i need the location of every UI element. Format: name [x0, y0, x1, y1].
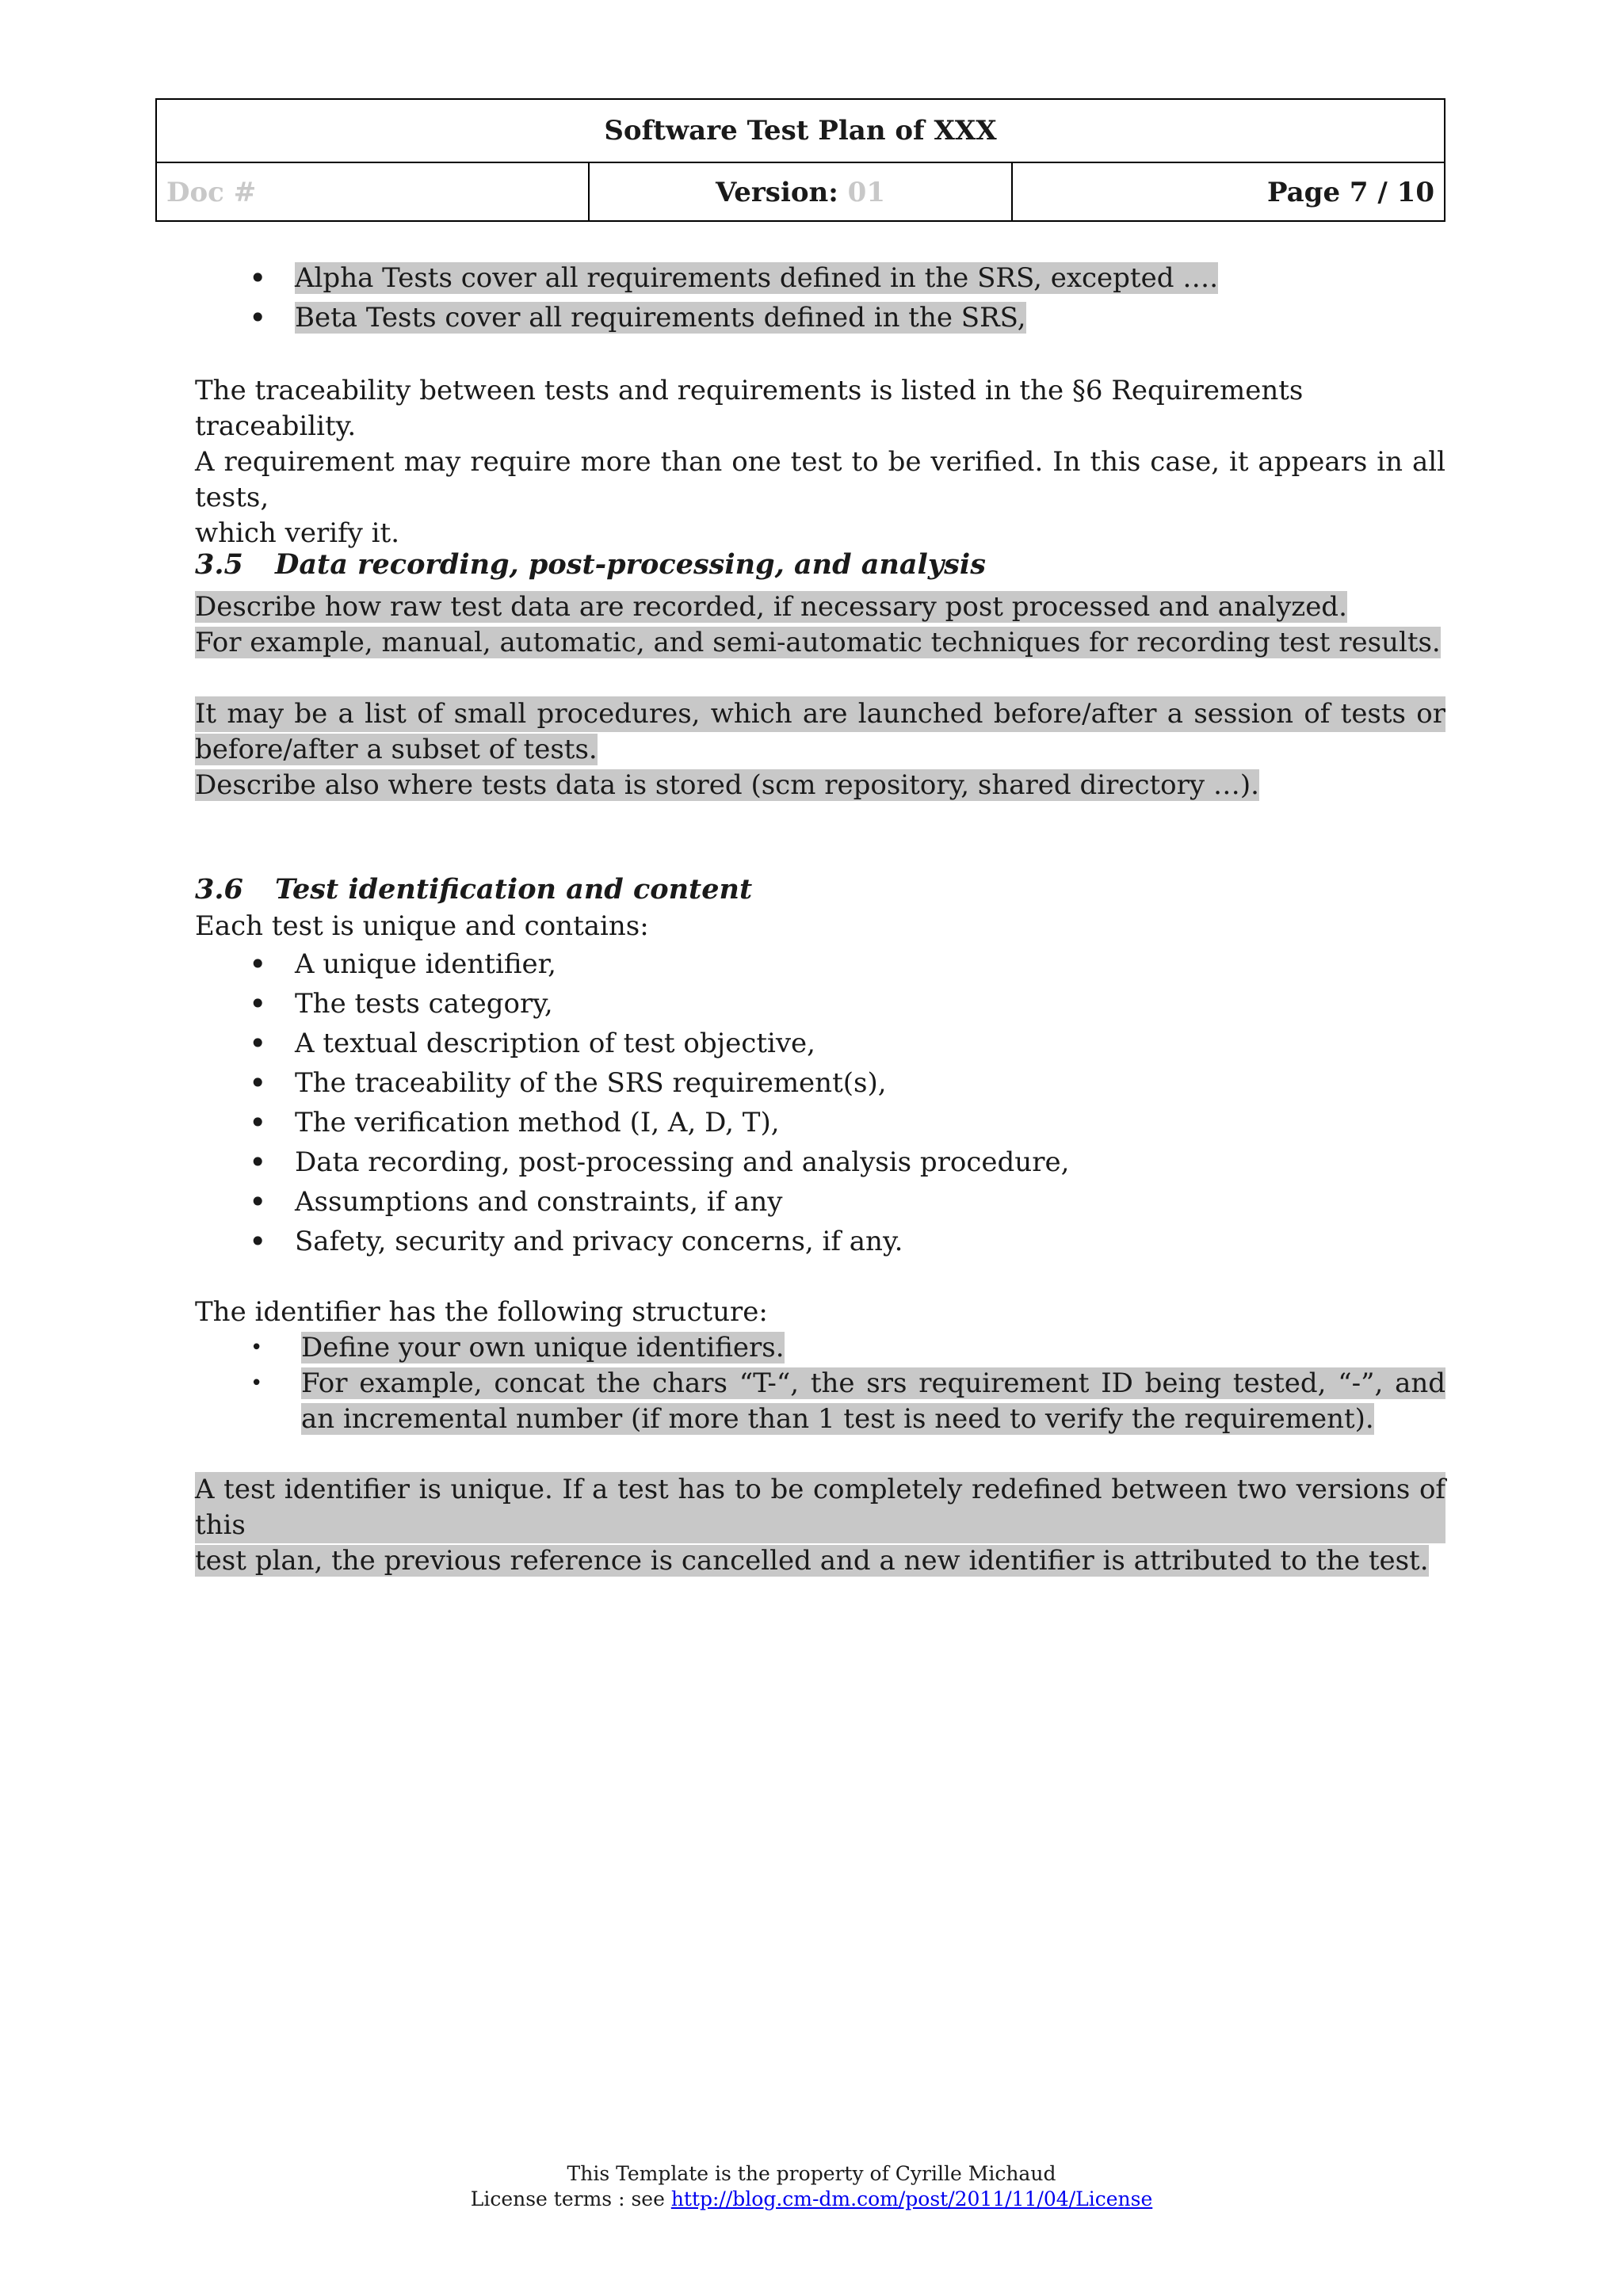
section-heading — [195, 547, 1445, 582]
list-item — [195, 298, 1445, 338]
list-item: • Safety, security and privacy concerns, if any. — [195, 1222, 1445, 1261]
page-footer — [0, 2161, 1623, 2212]
traceability-paragraph — [195, 373, 1445, 551]
list-item-text: Alpha Tests cover all requirements defined in the SRS, excepted …. — [295, 262, 1219, 294]
test-content-list — [195, 944, 1445, 1261]
list-item-text: Define your own unique identifiers. — [301, 1332, 785, 1363]
header-info-row — [157, 163, 1444, 222]
doc-number-cell: Doc # — [166, 177, 257, 208]
top-bullet-list-block — [195, 258, 1445, 338]
list-item: • The traceability of the SRS requirement(s), — [195, 1063, 1445, 1103]
paragraph-line: Describe how raw test data are recorded, if necessary post processed and analyzed. — [195, 591, 1347, 623]
document-title: Software Test Plan of XXX — [157, 100, 1444, 163]
list-item: • Assumptions and constraints, if any — [195, 1182, 1445, 1222]
paragraph-line: The traceability between tests and requirements is listed in the §6 Requirements traceability. — [195, 375, 1304, 442]
section-title: Test identification and content — [275, 873, 753, 906]
paragraph-line: For example, manual, automatic, and semi-automatic techniques for recording test results. — [195, 627, 1441, 658]
section-title: Data recording, post-processing, and analysis — [275, 548, 986, 581]
list-item-text: Beta Tests cover all requirements defined in the SRS, — [295, 302, 1026, 334]
paragraph-line: which verify it. — [195, 517, 400, 549]
coverage-bullet-list — [195, 258, 1445, 338]
list-item — [195, 1330, 1445, 1366]
version-cell — [588, 163, 1011, 222]
section-number: 3.5 — [195, 548, 243, 581]
section-3-5 — [195, 547, 1445, 803]
paragraph-line: The identifier has the following structure: — [195, 1296, 768, 1328]
footer-property-line: This Template is the property of Cyrille Michaud — [567, 2162, 1056, 2185]
section-3-6 — [195, 871, 1445, 1579]
list-item: • A unique identifier, — [195, 944, 1445, 984]
version-value: 01 — [847, 177, 885, 208]
paragraph-line: A test identifier is unique. If a test has to be completely redefined between two versions of this — [195, 1472, 1445, 1543]
paragraph-line: test plan, the previous reference is cancelled and a new identifier is attributed to the test. — [195, 1545, 1429, 1577]
section-number: 3.6 — [195, 873, 243, 906]
footer-license-line — [0, 2187, 1623, 2212]
list-item: • Data recording, post-processing and analysis procedure, — [195, 1142, 1445, 1182]
footer-license-prefix: License terms : see — [470, 2187, 671, 2210]
license-link[interactable]: http://blog.cm-dm.com/post/2011/11/04/License — [670, 2187, 1153, 2210]
list-item-text: For example, concat the chars “T-“, the srs requirement ID being tested, “-”, and an incremental number (if more than 1 test is need to verify the requirement). — [301, 1367, 1445, 1435]
version-label: Version: — [716, 177, 838, 208]
list-item: • A textual description of test objective, — [195, 1024, 1445, 1063]
identifier-structure-list — [195, 1330, 1445, 1437]
paragraph-line: Describe also where tests data is stored (scm repository, shared directory …). — [195, 769, 1259, 801]
paragraph-line: It may be a list of small procedures, which are launched before/after a session of tests or — [195, 696, 1445, 732]
page-number-cell: Page 7 / 10 — [1011, 163, 1444, 222]
document-header-table — [155, 98, 1445, 222]
paragraph-line: before/after a subset of tests. — [195, 734, 598, 765]
list-item — [195, 258, 1445, 298]
list-item — [195, 1366, 1445, 1437]
list-item: • The tests category, — [195, 984, 1445, 1024]
paragraph-line: A requirement may require more than one test to be verified. In this case, it appears in all tests, — [195, 446, 1445, 513]
section-heading — [195, 871, 1445, 907]
paragraph-line: Each test is unique and contains: — [195, 910, 649, 942]
list-item: • The verification method (I, A, D, T), — [195, 1103, 1445, 1142]
